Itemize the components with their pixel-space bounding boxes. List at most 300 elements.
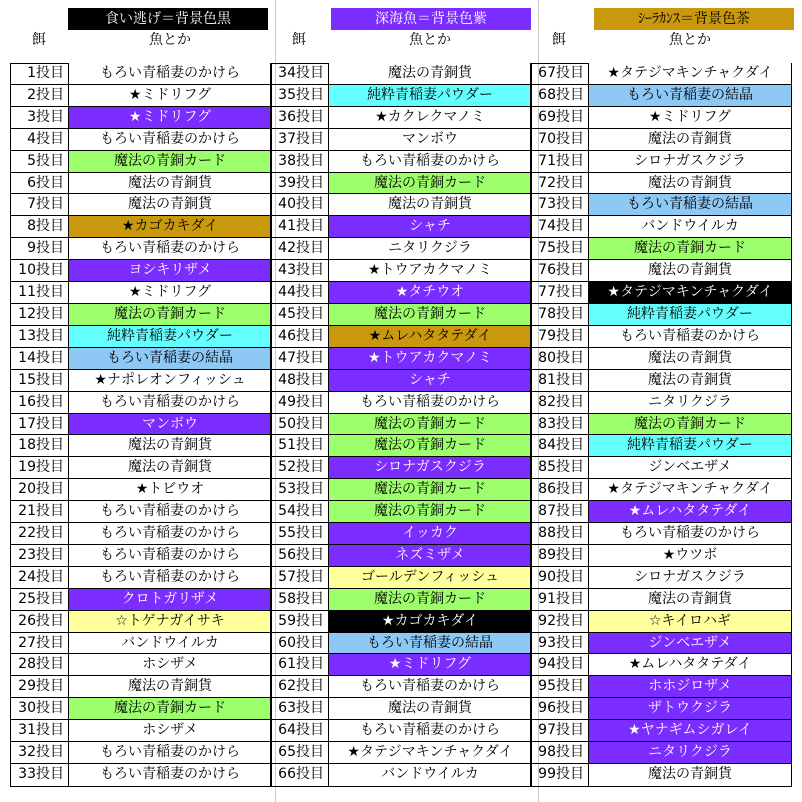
catch-item: 魔法の青銅貨 <box>69 173 271 194</box>
table-row <box>271 392 531 414</box>
catch-item: 魔法の青銅カード <box>589 238 791 259</box>
table-row <box>271 85 531 107</box>
table-column-2 <box>270 63 532 787</box>
catch-item: 純粋青稲妻パウダー <box>589 304 791 325</box>
cast-number: 25投目 <box>11 589 69 610</box>
table-row <box>11 63 271 85</box>
cast-number: 61投目 <box>271 654 329 675</box>
cast-number: 69投目 <box>531 107 589 128</box>
cast-number: 57投目 <box>271 567 329 588</box>
catch-item: 魔法の青銅貨 <box>329 63 531 84</box>
table-row <box>11 326 271 348</box>
table-row <box>271 370 531 392</box>
cast-number: 10投目 <box>11 260 69 281</box>
table-row <box>271 479 531 501</box>
catch-item: ★ヤナギムシガレイ <box>589 720 791 741</box>
table-row <box>11 567 271 589</box>
cast-number: 1投目 <box>11 63 69 84</box>
table-row <box>11 304 271 326</box>
table-row <box>271 304 531 326</box>
cast-number: 71投目 <box>531 151 589 172</box>
table-row <box>11 173 271 195</box>
cast-number: 12投目 <box>11 304 69 325</box>
catch-item: バンドウイルカ <box>69 633 271 654</box>
table-row <box>271 720 531 742</box>
cast-number: 99投目 <box>531 764 589 786</box>
table-row <box>11 742 271 764</box>
table-row <box>11 501 271 523</box>
catch-item: もろい青稲妻の結晶 <box>589 85 791 106</box>
table-row <box>531 151 791 173</box>
table-row <box>11 611 271 633</box>
catch-item: もろい青稲妻のかけら <box>69 501 271 522</box>
cast-number: 82投目 <box>531 392 589 413</box>
catch-item: 魔法の青銅貨 <box>589 589 791 610</box>
catch-item: もろい青稲妻のかけら <box>69 238 271 259</box>
cast-number: 64投目 <box>271 720 329 741</box>
cast-number: 77投目 <box>531 282 589 303</box>
cast-number: 88投目 <box>531 523 589 544</box>
catch-item: ★タテジマキンチャクダイ <box>589 479 791 500</box>
table-row <box>531 654 791 676</box>
table-row <box>11 216 271 238</box>
table-row <box>271 173 531 195</box>
catch-item: ヨシキリザメ <box>69 260 271 281</box>
catch-item: ☆トゲナガイサキ <box>69 611 271 632</box>
cast-number: 2投目 <box>11 85 69 106</box>
cast-number: 52投目 <box>271 457 329 478</box>
catch-item: もろい青稲妻のかけら <box>69 764 271 786</box>
cast-number: 83投目 <box>531 414 589 435</box>
table-row <box>271 501 531 523</box>
catch-item: 魔法の青銅貨 <box>589 764 791 786</box>
table-row <box>11 85 271 107</box>
cast-number: 23投目 <box>11 545 69 566</box>
catch-item: シャチ <box>329 216 531 237</box>
cast-number: 86投目 <box>531 479 589 500</box>
table-row <box>531 545 791 567</box>
catch-item: シロナガスクジラ <box>589 151 791 172</box>
table-row <box>11 435 271 457</box>
cast-number: 5投目 <box>11 151 69 172</box>
table-row <box>271 633 531 655</box>
cast-number: 56投目 <box>271 545 329 566</box>
catch-item: 魔法の青銅カード <box>329 501 531 522</box>
catch-item: ★ムレハタタテダイ <box>589 654 791 675</box>
table-row <box>11 654 271 676</box>
cast-number: 46投目 <box>271 326 329 347</box>
cast-number: 47投目 <box>271 348 329 369</box>
cast-number: 15投目 <box>11 370 69 391</box>
catch-item: もろい青稲妻のかけら <box>69 523 271 544</box>
catch-item: もろい青稲妻のかけら <box>69 129 271 150</box>
table-row <box>11 698 271 720</box>
header-bait: 餌 <box>552 32 566 48</box>
cast-number: 68投目 <box>531 85 589 106</box>
catch-item: 魔法の青銅貨 <box>589 370 791 391</box>
catch-item: もろい青稲妻のかけら <box>69 63 271 84</box>
table-row <box>271 523 531 545</box>
table-row <box>271 414 531 436</box>
table-row <box>531 304 791 326</box>
table-row <box>531 85 791 107</box>
catch-item: マンボウ <box>329 129 531 150</box>
catch-item: シャチ <box>329 370 531 391</box>
table-row <box>11 370 271 392</box>
table-row <box>271 545 531 567</box>
table-row <box>271 326 531 348</box>
table-row <box>271 151 531 173</box>
catch-item: 魔法の青銅カード <box>329 304 531 325</box>
catch-item: ★タテジマキンチャクダイ <box>329 742 531 763</box>
catch-item: 魔法の青銅カード <box>69 151 271 172</box>
cast-number: 4投目 <box>11 129 69 150</box>
catch-item: ゴールデンフィッシュ <box>329 567 531 588</box>
cast-number: 50投目 <box>271 414 329 435</box>
table-row <box>531 392 791 414</box>
table-row <box>531 764 791 786</box>
catch-item: 魔法の青銅カード <box>329 435 531 456</box>
cast-number: 45投目 <box>271 304 329 325</box>
cast-number: 38投目 <box>271 151 329 172</box>
cast-number: 78投目 <box>531 304 589 325</box>
cast-number: 85投目 <box>531 457 589 478</box>
table-row <box>531 348 791 370</box>
cast-number: 72投目 <box>531 173 589 194</box>
catch-item: ネズミザメ <box>329 545 531 566</box>
table-row <box>271 676 531 698</box>
cast-number: 66投目 <box>271 764 329 786</box>
legend-deep-sea-fish: 深海魚＝背景色紫 <box>331 8 531 30</box>
table-row <box>531 216 791 238</box>
catch-item: 魔法の青銅貨 <box>589 129 791 150</box>
table-row <box>531 676 791 698</box>
cast-number: 14投目 <box>11 348 69 369</box>
table-row <box>531 63 791 85</box>
cast-number: 79投目 <box>531 326 589 347</box>
catch-item: ★トビウオ <box>69 479 271 500</box>
table-row <box>531 501 791 523</box>
catch-item: もろい青稲妻のかけら <box>69 545 271 566</box>
catch-item: シロナガスクジラ <box>329 457 531 478</box>
catch-item: ☆キイロハギ <box>589 611 791 632</box>
table-row <box>531 633 791 655</box>
cast-number: 76投目 <box>531 260 589 281</box>
catch-item: もろい青稲妻のかけら <box>69 567 271 588</box>
cast-number: 30投目 <box>11 698 69 719</box>
cast-number: 40投目 <box>271 194 329 215</box>
catch-item: ★ミドリフグ <box>69 282 271 303</box>
catch-item: もろい青稲妻のかけら <box>329 720 531 741</box>
catch-item: ★ミドリフグ <box>329 654 531 675</box>
catch-item: ★カゴカキダイ <box>329 611 531 632</box>
catch-item: 魔法の青銅貨 <box>589 260 791 281</box>
cast-number: 94投目 <box>531 654 589 675</box>
table-row <box>271 107 531 129</box>
catch-item: バンドウイルカ <box>589 216 791 237</box>
cast-number: 21投目 <box>11 501 69 522</box>
table-row <box>11 479 271 501</box>
catch-item: 魔法の青銅カード <box>329 479 531 500</box>
table-row <box>11 348 271 370</box>
table-row <box>531 260 791 282</box>
catch-item: ホホジロザメ <box>589 676 791 697</box>
catch-item: 純粋青稲妻パウダー <box>69 326 271 347</box>
catch-item: 魔法の青銅カード <box>329 589 531 610</box>
cast-number: 51投目 <box>271 435 329 456</box>
cast-number: 26投目 <box>11 611 69 632</box>
catch-item: 魔法の青銅カード <box>69 698 271 719</box>
catch-item: もろい青稲妻のかけら <box>329 392 531 413</box>
table-row <box>11 633 271 655</box>
table-row <box>271 238 531 260</box>
table-row <box>531 479 791 501</box>
cast-number: 49投目 <box>271 392 329 413</box>
catch-item: 魔法の青銅貨 <box>69 194 271 215</box>
catch-item: もろい青稲妻のかけら <box>589 523 791 544</box>
table-row <box>531 435 791 457</box>
cast-number: 17投目 <box>11 414 69 435</box>
table-row <box>11 414 271 436</box>
table-row <box>271 654 531 676</box>
cast-number: 91投目 <box>531 589 589 610</box>
catch-item: ジンベエザメ <box>589 633 791 654</box>
table-row <box>11 194 271 216</box>
table-row <box>531 611 791 633</box>
table-row <box>11 457 271 479</box>
catch-item: ジンベエザメ <box>589 457 791 478</box>
table-row <box>11 720 271 742</box>
table-row <box>271 589 531 611</box>
cast-number: 67投目 <box>531 63 589 84</box>
cast-number: 42投目 <box>271 238 329 259</box>
catch-item: もろい青稲妻のかけら <box>69 742 271 763</box>
catch-item: 魔法の青銅貨 <box>589 348 791 369</box>
cast-number: 62投目 <box>271 676 329 697</box>
catch-item: ホシザメ <box>69 654 271 675</box>
cast-number: 65投目 <box>271 742 329 763</box>
cast-number: 80投目 <box>531 348 589 369</box>
catch-item: 魔法の青銅カード <box>589 414 791 435</box>
catch-item: ★ミドリフグ <box>589 107 791 128</box>
cast-number: 22投目 <box>11 523 69 544</box>
catch-item: もろい青稲妻のかけら <box>329 676 531 697</box>
cast-number: 73投目 <box>531 194 589 215</box>
catch-item: もろい青稲妻の結晶 <box>589 194 791 215</box>
cast-number: 63投目 <box>271 698 329 719</box>
table-column-3 <box>530 63 792 787</box>
cast-number: 44投目 <box>271 282 329 303</box>
table-row <box>271 63 531 85</box>
catch-item: 純粋青稲妻パウダー <box>589 435 791 456</box>
header-bait: 餌 <box>292 32 306 48</box>
table-row <box>531 589 791 611</box>
cast-number: 58投目 <box>271 589 329 610</box>
cast-number: 89投目 <box>531 545 589 566</box>
table-row <box>11 238 271 260</box>
cast-number: 43投目 <box>271 260 329 281</box>
catch-item: ★ムレハタタテダイ <box>589 501 791 522</box>
header-fish: 魚とか <box>409 32 451 48</box>
catch-item: ★ミドリフグ <box>69 107 271 128</box>
catch-item: ニタリクジラ <box>589 742 791 763</box>
cast-number: 39投目 <box>271 173 329 194</box>
cast-number: 29投目 <box>11 676 69 697</box>
table-row <box>531 720 791 742</box>
catch-item: ★ウツボ <box>589 545 791 566</box>
cast-number: 48投目 <box>271 370 329 391</box>
cast-number: 32投目 <box>11 742 69 763</box>
table-row <box>271 742 531 764</box>
header-fish: 魚とか <box>669 32 711 48</box>
table-row <box>271 567 531 589</box>
catch-item: もろい青稲妻の結晶 <box>329 633 531 654</box>
catch-item: ★ナポレオンフィッシュ <box>69 370 271 391</box>
cast-number: 84投目 <box>531 435 589 456</box>
catch-item: 魔法の青銅カード <box>329 414 531 435</box>
table-row <box>271 282 531 304</box>
cast-number: 16投目 <box>11 392 69 413</box>
cast-number: 90投目 <box>531 567 589 588</box>
table-row <box>531 370 791 392</box>
cast-number: 41投目 <box>271 216 329 237</box>
table-row <box>11 545 271 567</box>
catch-item: ★トウアカクマノミ <box>329 260 531 281</box>
catch-item: 魔法の青銅カード <box>329 173 531 194</box>
catch-item: 純粋青稲妻パウダー <box>329 85 531 106</box>
catch-item: 魔法の青銅貨 <box>69 676 271 697</box>
table-row <box>271 348 531 370</box>
table-row <box>531 107 791 129</box>
table-row <box>11 589 271 611</box>
table-row <box>271 457 531 479</box>
table-row <box>271 764 531 786</box>
cast-number: 93投目 <box>531 633 589 654</box>
cast-number: 70投目 <box>531 129 589 150</box>
cast-number: 13投目 <box>11 326 69 347</box>
cast-number: 33投目 <box>11 764 69 786</box>
table-row <box>11 764 271 786</box>
catch-item: バンドウイルカ <box>329 764 531 786</box>
cast-number: 53投目 <box>271 479 329 500</box>
catch-item: ★ムレハタタテダイ <box>329 326 531 347</box>
cast-number: 6投目 <box>11 173 69 194</box>
cast-number: 20投目 <box>11 479 69 500</box>
cast-number: 36投目 <box>271 107 329 128</box>
cast-number: 19投目 <box>11 457 69 478</box>
table-row <box>531 326 791 348</box>
table-row <box>531 742 791 764</box>
cast-number: 31投目 <box>11 720 69 741</box>
table-row <box>531 414 791 436</box>
catch-item: ★タテジマキンチャクダイ <box>589 63 791 84</box>
table-row <box>531 173 791 195</box>
catch-item: ホシザメ <box>69 720 271 741</box>
cast-number: 59投目 <box>271 611 329 632</box>
table-row <box>11 151 271 173</box>
catch-item: もろい青稲妻のかけら <box>589 326 791 347</box>
catch-item: シロナガスクジラ <box>589 567 791 588</box>
catch-item: ニタリクジラ <box>589 392 791 413</box>
table-row <box>531 457 791 479</box>
catch-item: 魔法の青銅貨 <box>589 173 791 194</box>
catch-item: イッカク <box>329 523 531 544</box>
table-row <box>11 260 271 282</box>
legend-eat-and-run: 食い逃げ＝背景色黒 <box>68 8 268 30</box>
cast-number: 8投目 <box>11 216 69 237</box>
cast-number: 27投目 <box>11 633 69 654</box>
header-bait: 餌 <box>32 32 46 48</box>
cast-number: 35投目 <box>271 85 329 106</box>
cast-number: 11投目 <box>11 282 69 303</box>
cast-number: 34投目 <box>271 63 329 84</box>
cast-number: 96投目 <box>531 698 589 719</box>
table-row <box>271 611 531 633</box>
cast-number: 74投目 <box>531 216 589 237</box>
table-row <box>531 238 791 260</box>
cast-number: 60投目 <box>271 633 329 654</box>
table-row <box>271 194 531 216</box>
catch-item: ★タチウオ <box>329 282 531 303</box>
cast-number: 28投目 <box>11 654 69 675</box>
catch-item: もろい青稲妻の結晶 <box>69 348 271 369</box>
table-row <box>531 523 791 545</box>
catch-item: 魔法の青銅カード <box>69 304 271 325</box>
cast-number: 24投目 <box>11 567 69 588</box>
table-row <box>11 129 271 151</box>
cast-number: 18投目 <box>11 435 69 456</box>
catch-item: 魔法の青銅貨 <box>69 457 271 478</box>
table-row <box>11 523 271 545</box>
catch-item: ★タテジマキンチャクダイ <box>589 282 791 303</box>
cast-number: 87投目 <box>531 501 589 522</box>
table-row <box>531 282 791 304</box>
table-row <box>271 435 531 457</box>
cast-number: 54投目 <box>271 501 329 522</box>
table-row <box>271 260 531 282</box>
catch-item: 魔法の青銅貨 <box>329 194 531 215</box>
catch-item: 魔法の青銅貨 <box>69 435 271 456</box>
table-row <box>531 194 791 216</box>
header-fish: 魚とか <box>149 32 191 48</box>
cast-number: 7投目 <box>11 194 69 215</box>
cast-number: 81投目 <box>531 370 589 391</box>
table-row <box>11 107 271 129</box>
table-row <box>531 129 791 151</box>
table-row <box>271 129 531 151</box>
table-column-1 <box>10 63 272 787</box>
table-row <box>531 567 791 589</box>
catch-item: ★カクレクマノミ <box>329 107 531 128</box>
cast-number: 95投目 <box>531 676 589 697</box>
catch-item: ★トウアカクマノミ <box>329 348 531 369</box>
catch-item: マンボウ <box>69 414 271 435</box>
cast-number: 75投目 <box>531 238 589 259</box>
cast-number: 98投目 <box>531 742 589 763</box>
table-row <box>11 282 271 304</box>
catch-item: クロトガリザメ <box>69 589 271 610</box>
table-row <box>271 216 531 238</box>
catch-item: ニタリクジラ <box>329 238 531 259</box>
catch-item: もろい青稲妻のかけら <box>69 392 271 413</box>
cast-number: 9投目 <box>11 238 69 259</box>
cast-number: 55投目 <box>271 523 329 544</box>
catch-item: ザトウクジラ <box>589 698 791 719</box>
catch-item: 魔法の青銅貨 <box>329 698 531 719</box>
catch-item: ★ミドリフグ <box>69 85 271 106</box>
cast-number: 97投目 <box>531 720 589 741</box>
catch-item: もろい青稲妻のかけら <box>329 151 531 172</box>
